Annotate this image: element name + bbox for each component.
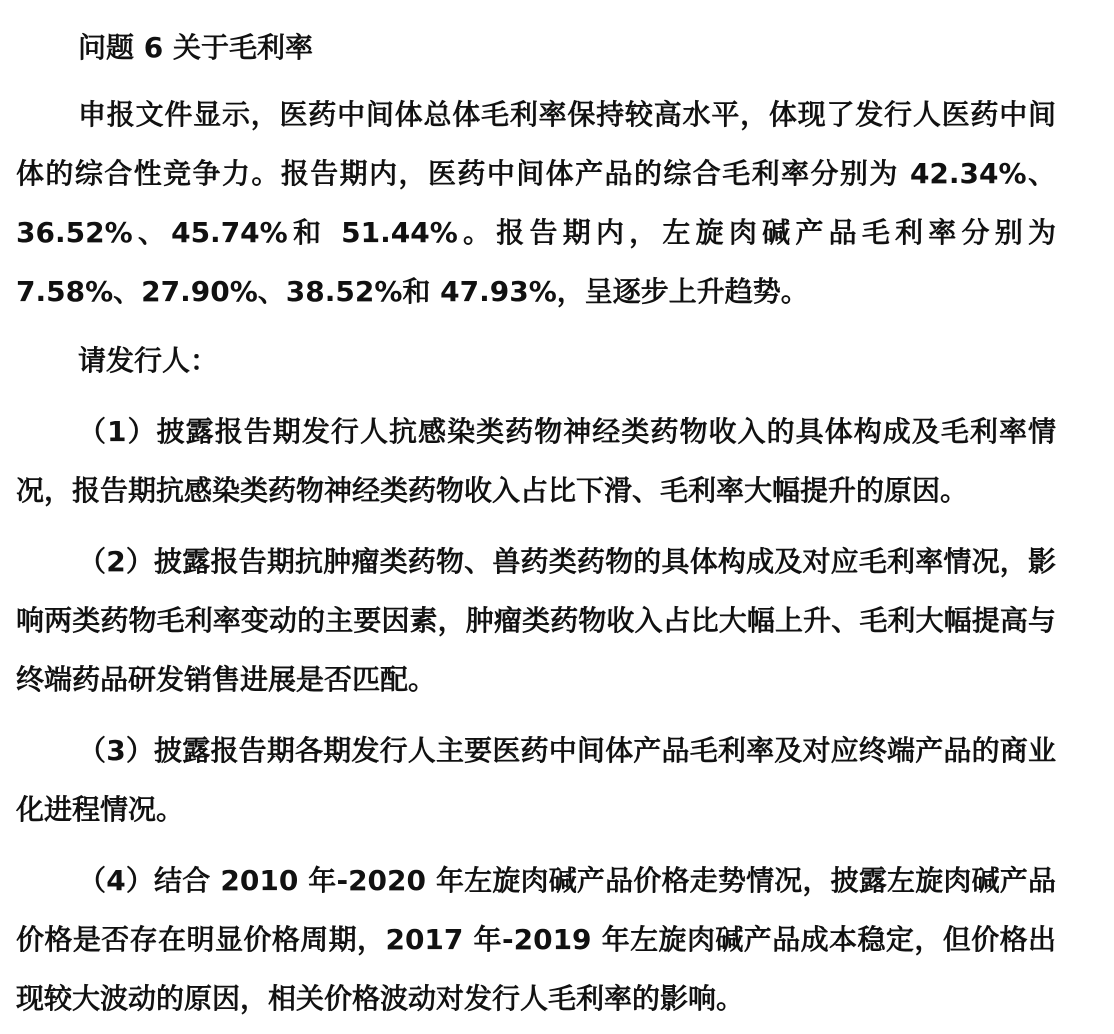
intro-paragraph: 申报文件显示，医药中间体总体毛利率保持较高水平，体现了发行人医药中间体的综合性竞争力。报告期内，医药中间体产品的综合毛利率分别为 42.34%、36.52%、45.74%和 51.44%。报告期内，左旋肉碱产品毛利率分别为 7.58%、27.90%、38.52%和 47.93%，呈逐步上升趋势。	[16, 98, 1056, 308]
question-item-3: （3）披露报告期各期发行人主要医药中间体产品毛利率及对应终端产品的商业化进程情况。	[16, 734, 1056, 826]
question-item-2: （2）披露报告期抗肿瘤类药物、兽药类药物的具体构成及对应毛利率情况，影响两类药物毛利率变动的主要因素，肿瘤类药物收入占比大幅上升、毛利大幅提高与终端药品研发销售进展是否匹配。	[16, 545, 1056, 696]
question-title: 问题 6 关于毛利率	[78, 31, 313, 64]
document-body	[16, 18, 1056, 1028]
question-item-4: （4）结合 2010 年-2020 年左旋肉碱产品价格走势情况，披露左旋肉碱产品价格是否存在明显价格周期，2017 年-2019 年左旋肉碱产品成本稳定，但价格出现较大波动的原因，相关价格波动对发行人毛利率的影响。	[16, 864, 1056, 1015]
question-item-1: （1）披露报告期发行人抗感染类药物神经类药物收入的具体构成及毛利率情况，报告期抗感染类药物神经类药物收入占比下滑、毛利率大幅提升的原因。	[16, 415, 1056, 507]
request-line: 请发行人：	[78, 344, 219, 377]
